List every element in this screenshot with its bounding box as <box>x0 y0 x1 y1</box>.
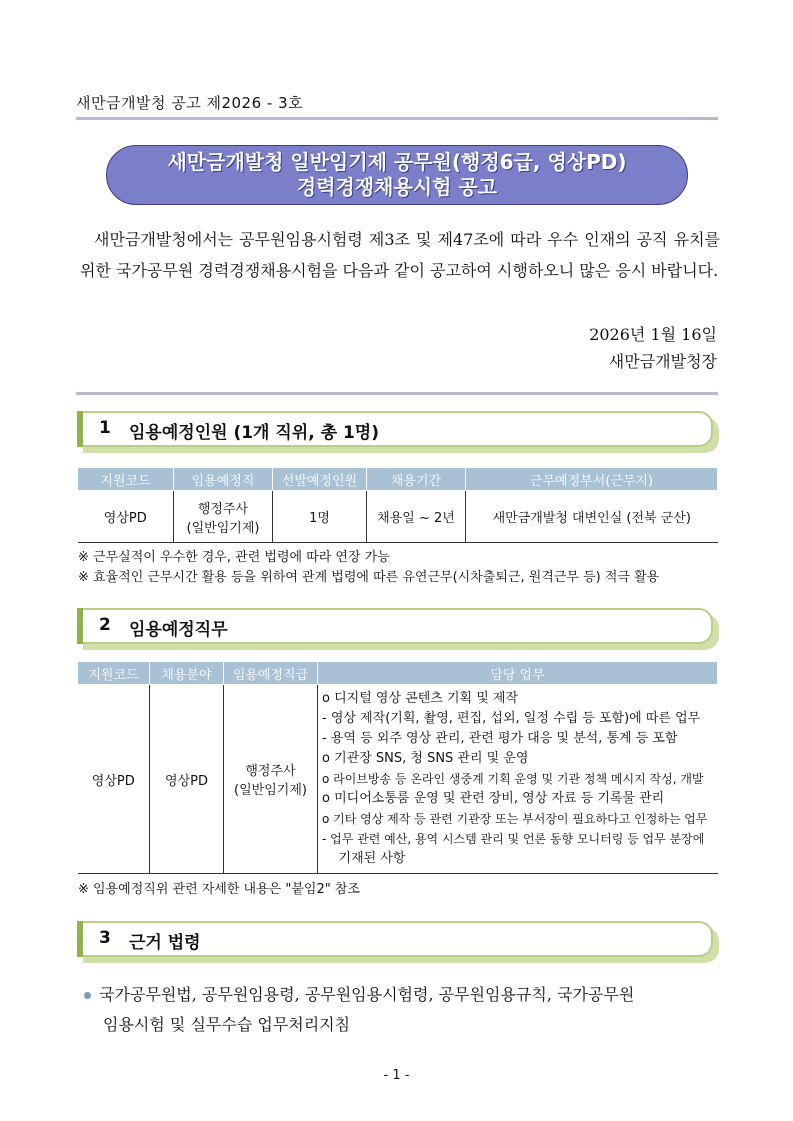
col-duties: 담당 업무 <box>318 662 718 685</box>
section-3-header <box>77 921 720 961</box>
cell-dept: 새만금개발청 대변인실 (전북 군산) <box>466 491 718 543</box>
col-code: 지원코드 <box>78 662 150 685</box>
duty-item: o 기타 영상 제작 등 관련 기관장 또는 부서장이 필요하다고 인정하는 업무 <box>322 812 708 826</box>
title-line-2: 경력경쟁채용시험 공고 <box>296 175 498 199</box>
section-2-number: 2 <box>99 615 111 635</box>
cell-position <box>174 491 273 543</box>
col-field: 채용분야 <box>150 662 224 685</box>
cell-grade <box>224 685 318 874</box>
intro-paragraph: 새만금개발청에서는 공무원임용시험령 제3조 및 제47조에 따라 우수 인재의 공직 유치를 위한 국가공무원 경력경쟁채용시험을 다음과 같이 공고하여 시행하오니 많은 응시 바랍니다. <box>80 230 720 280</box>
cell-field: 영상PD <box>150 685 224 874</box>
cell-duties <box>318 685 718 874</box>
bullet-icon <box>84 992 91 999</box>
notice-number: 새만금개발청 공고 제2026 - 3호 <box>76 94 304 112</box>
note-flexible-work: ※ 효율적인 근무시간 활용 등을 위하여 관계 법령에 따른 유연근무(시차출퇴근, 원격근무 등) 적극 활용 <box>78 570 660 585</box>
duty-item: o 디지털 영상 콘텐츠 기획 및 제작 <box>322 691 519 706</box>
grade-line-2: (일반임기제) <box>234 783 307 798</box>
header-rule <box>76 117 718 120</box>
announcement-date: 2026년 1월 16일 <box>589 325 717 344</box>
issuer-name: 새만금개발청장 <box>608 352 717 371</box>
col-period: 채용기간 <box>367 468 466 491</box>
duties-table <box>77 661 718 874</box>
cell-period: 채용일 ~ 2년 <box>367 491 466 543</box>
duty-item: o 미디어소통룸 운영 및 관련 장비, 영상 자료 등 기록물 관리 <box>322 791 665 806</box>
col-code: 지원코드 <box>78 468 174 491</box>
legal-line-2: 임용시험 및 실무수습 업무처리지침 <box>103 1015 351 1034</box>
note-extension: ※ 근무실적이 우수한 경우, 관련 법령에 따라 연장 가능 <box>78 550 390 565</box>
page-number: - 1 - <box>383 1068 410 1083</box>
note-attachment: ※ 임용예정직위 관련 자세한 내용은 "붙임2" 참조 <box>78 882 360 897</box>
duty-item: 기재된 사항 <box>322 851 406 866</box>
section-1-header <box>77 411 720 451</box>
duty-item: - 영상 제작(기획, 촬영, 편집, 섭외, 일정 수립 등 포함)에 따른 업무 <box>322 711 701 726</box>
section-3-number: 3 <box>99 928 111 948</box>
position-line-1: 행정주사 <box>197 501 249 517</box>
section-1-title: 임용예정인원 (1개 직위, 총 1명) <box>129 423 379 443</box>
title-line-1: 새만금개발청 일반임기제 공무원(행정6급, 영상PD) <box>167 150 627 174</box>
duty-item: o 기관장 SNS, 청 SNS 관리 및 운영 <box>322 751 529 766</box>
duty-item: - 업무 관련 예산, 용역 시스템 관리 및 언론 동향 모니터링 등 업무 분장에 <box>322 832 705 846</box>
recruitment-table <box>77 467 718 543</box>
cell-code: 영상PD <box>78 685 150 874</box>
table-row <box>78 685 718 874</box>
legal-line-1: 국가공무원법, 공무원임용령, 공무원임용시험령, 공무원임용규칙, 국가공무원 <box>99 985 635 1004</box>
col-grade: 임용예정직급 <box>224 662 318 685</box>
col-dept: 근무예정부서(근무지) <box>466 468 718 491</box>
cell-code: 영상PD <box>78 491 174 543</box>
section-3-title: 근거 법령 <box>129 933 201 953</box>
section-1-number: 1 <box>99 418 111 438</box>
legal-basis <box>84 980 724 1040</box>
announcement-title <box>106 145 688 205</box>
duty-item: o 라이브방송 등 온라인 생중계 기획 운영 및 기관 정책 메시지 작성, 개발 <box>322 772 704 786</box>
col-count: 선발예정인원 <box>273 468 367 491</box>
section-2-title: 임용예정직무 <box>129 620 228 640</box>
position-line-2: (일반임기제) <box>186 520 260 536</box>
table-row <box>78 491 718 543</box>
col-position: 임용예정직 <box>174 468 273 491</box>
grade-line-1: 행정주사 <box>245 764 296 779</box>
duty-item: - 용역 등 외주 영상 관리, 관련 평가 대응 및 분석, 통계 등 포함 <box>322 731 678 746</box>
cell-count: 1명 <box>273 491 367 543</box>
section-2-header <box>77 608 720 648</box>
divider-rule <box>76 392 718 395</box>
